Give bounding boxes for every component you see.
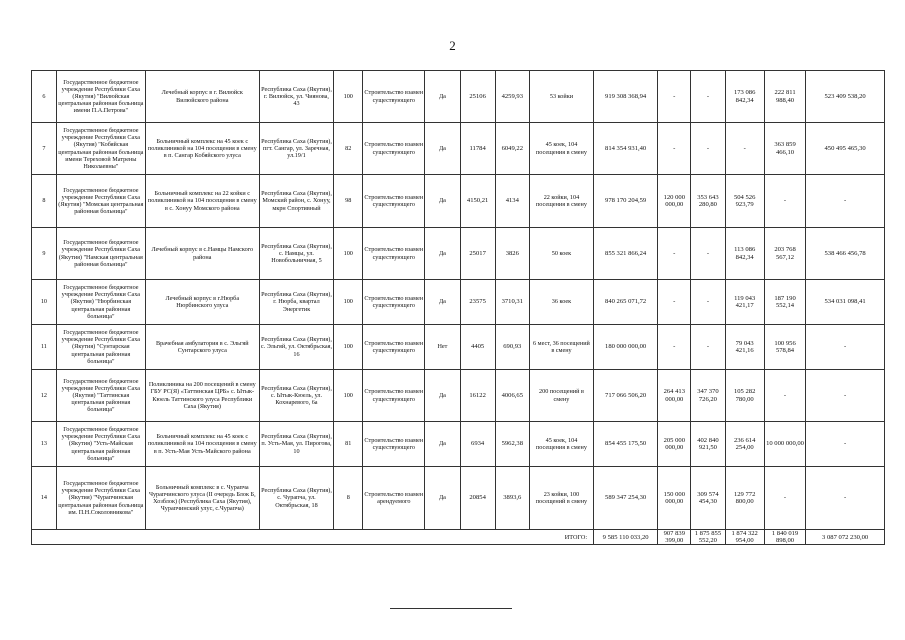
cell-c5: - <box>764 175 805 228</box>
cell-flag: Нет <box>425 325 460 370</box>
cell-area2: 3826 <box>495 228 529 280</box>
cell-area: 20854 <box>460 467 495 530</box>
table-row <box>32 370 885 422</box>
cell-c3: - <box>691 325 725 370</box>
cell-c2: - <box>658 71 691 123</box>
table-row <box>32 325 885 370</box>
cell-flag: Да <box>425 467 460 530</box>
cell-pct: 100 <box>334 280 363 325</box>
cell-object: Больничный комплекс в с. Чурапча Чурапчинского улуса (II очередь Блок Б, Хозблок) (Республика Саха (Якутия), Чурапчинский улус, с.Чурапча) <box>145 467 259 530</box>
cell-c4: 113 086 842,34 <box>725 228 764 280</box>
cell-c3: 309 574 454,30 <box>691 467 725 530</box>
cell-area: 16122 <box>460 370 495 422</box>
table-row <box>32 467 885 530</box>
cell-address: Республика Саха (Якутия), п. Усть-Мая, ул. Пирогова, 10 <box>259 422 334 467</box>
cell-name: Государственное бюджетное учреждение Республики Саха (Якутия) "Намская центральная районная больница" <box>56 228 145 280</box>
cell-c1: 919 308 368,94 <box>594 71 658 123</box>
cell-object: Поликлиника на 200 посещений в смену ГБУ РС(Я) «Таттинская ЦРБ» с. Ытык-Кюель Таттинского улуса Республики Саха (Якутия) <box>145 370 259 422</box>
cell-object: Лечебный корпус в г. Вилюйск Вилюйского района <box>145 71 259 123</box>
cell-c1: 854 455 175,50 <box>594 422 658 467</box>
total-c5: 1 840 019 898,00 <box>764 530 805 545</box>
cell-c1: 855 321 866,24 <box>594 228 658 280</box>
cell-address: Республика Саха (Якутия), с. Чурапча, ул. Октябрьская, 18 <box>259 467 334 530</box>
cell-address: Республика Саха (Якутия), с. Эльгяй, ул. Октябрьская, 16 <box>259 325 334 370</box>
cell-name: Государственное бюджетное учреждение Республики Саха (Якутия) "Кобяйская центральная районная больница имени Тереховой Матрены Николаевны" <box>56 123 145 175</box>
cell-work: Строительство взамен существующего <box>363 422 425 467</box>
cell-c6: 523 409 538,20 <box>806 71 885 123</box>
cell-n: 12 <box>32 370 57 422</box>
cell-name: Государственное бюджетное учреждение Республики Саха (Якутия) "Вилюйская центральная районная больница имени П.А.Петрова" <box>56 71 145 123</box>
table-row <box>32 228 885 280</box>
cell-address: Республика Саха (Якутия), с. Намцы, ул. Новобольничная, 5 <box>259 228 334 280</box>
cell-c1: 978 170 204,59 <box>594 175 658 228</box>
cell-area2: 690,93 <box>495 325 529 370</box>
cell-flag: Да <box>425 228 460 280</box>
cell-capacity: 45 коек, 104 посещения в смену <box>529 422 593 467</box>
cell-work: Строительство взамен существующего <box>363 175 425 228</box>
cell-area: 23575 <box>460 280 495 325</box>
cell-capacity: 50 коек <box>529 228 593 280</box>
total-label: ИТОГО: <box>32 530 594 545</box>
cell-capacity: 200 посещений в смену <box>529 370 593 422</box>
cell-c2: 264 413 000,00 <box>658 370 691 422</box>
cell-area: 4405 <box>460 325 495 370</box>
cell-capacity: 6 мест, 36 посещений в смену <box>529 325 593 370</box>
cell-area2: 4006,65 <box>495 370 529 422</box>
cell-area2: 5962,38 <box>495 422 529 467</box>
cell-pct: 81 <box>334 422 363 467</box>
cell-c4: 173 086 842,34 <box>725 71 764 123</box>
page-number: 2 <box>449 38 456 53</box>
total-c3: 1 875 855 552,20 <box>691 530 725 545</box>
cell-c3: 353 643 280,80 <box>691 175 725 228</box>
cell-c5: - <box>764 467 805 530</box>
cell-n: 14 <box>32 467 57 530</box>
cell-name: Государственное бюджетное учреждение Республики Саха (Якутия) "Нюрбинская центральная районная больница" <box>56 280 145 325</box>
cell-c2: 150 000 000,00 <box>658 467 691 530</box>
cell-c3: 347 370 726,20 <box>691 370 725 422</box>
cell-name: Государственное бюджетное учреждение Республики Саха (Якутия) "Усть-Майская центральная районная больница" <box>56 422 145 467</box>
cell-n: 10 <box>32 280 57 325</box>
total-c2: 907 839 399,00 <box>658 530 691 545</box>
cell-object: Больничный комплекс на 22 койки с поликлиникой на 104 посещения в смену в с. Хонуу Момского района <box>145 175 259 228</box>
cell-flag: Да <box>425 280 460 325</box>
cell-n: 9 <box>32 228 57 280</box>
cell-c5: 363 859 466,10 <box>764 123 805 175</box>
cell-object: Больничный комплекс на 45 коек с поликлиникой на 104 посещения в смену в п. Сангар Кобяйского улуса <box>145 123 259 175</box>
cell-address: Республика Саха (Якутия), с. Ытык-Кюель, ул. Кохнаревого, 6а <box>259 370 334 422</box>
cell-work: Строительство взамен существующего <box>363 123 425 175</box>
cell-c3: - <box>691 280 725 325</box>
cell-c2: - <box>658 325 691 370</box>
cell-n: 6 <box>32 71 57 123</box>
cell-c6: - <box>806 175 885 228</box>
cell-object: Врачебная амбулатория в с. Эльгяй Сунтарского улуса <box>145 325 259 370</box>
cell-c4: 105 282 780,00 <box>725 370 764 422</box>
cell-c6: 538 466 456,78 <box>806 228 885 280</box>
cell-n: 13 <box>32 422 57 467</box>
cell-work: Строительство взамен существующего <box>363 370 425 422</box>
cell-c3: - <box>691 71 725 123</box>
cell-object: Больничный комплекс на 45 коек с поликлиникой на 104 посещения в смену в п. Усть-Мая Усть-Майского района <box>145 422 259 467</box>
cell-work: Строительство взамен арендуемого <box>363 467 425 530</box>
cell-area: 11784 <box>460 123 495 175</box>
cell-area2: 6049,22 <box>495 123 529 175</box>
cell-c4: 236 614 254,00 <box>725 422 764 467</box>
cell-name: Государственное бюджетное учреждение Республики Саха (Якутия) "Момская центральная районная больница" <box>56 175 145 228</box>
objects-table <box>31 70 885 545</box>
cell-c2: - <box>658 123 691 175</box>
cell-c4: - <box>725 123 764 175</box>
total-c1: 9 585 110 033,20 <box>594 530 658 545</box>
cell-capacity: 45 коек, 104 посещения в смену <box>529 123 593 175</box>
cell-n: 11 <box>32 325 57 370</box>
cell-c6: - <box>806 422 885 467</box>
cell-name: Государственное бюджетное учреждение Республики Саха (Якутия) "Сунтарская центральная районная больница" <box>56 325 145 370</box>
cell-pct: 100 <box>334 228 363 280</box>
total-c4: 1 874 322 954,00 <box>725 530 764 545</box>
cell-capacity: 23 койки, 100 посещений в смену <box>529 467 593 530</box>
cell-c4: 119 043 421,17 <box>725 280 764 325</box>
cell-address: Республика Саха (Якутия), Момский район, с. Хонуу, мкрн Спортивный <box>259 175 334 228</box>
cell-n: 8 <box>32 175 57 228</box>
cell-area2: 3893,6 <box>495 467 529 530</box>
table-row <box>32 422 885 467</box>
cell-c2: 205 000 000,00 <box>658 422 691 467</box>
cell-capacity: 22 койки, 104 посещения в смену <box>529 175 593 228</box>
cell-area2: 4134 <box>495 175 529 228</box>
cell-n: 7 <box>32 123 57 175</box>
cell-flag: Да <box>425 422 460 467</box>
cell-c5: 222 811 988,40 <box>764 71 805 123</box>
cell-pct: 82 <box>334 123 363 175</box>
cell-c5: - <box>764 370 805 422</box>
cell-c5: 203 768 567,12 <box>764 228 805 280</box>
cell-c3: 402 840 921,50 <box>691 422 725 467</box>
cell-capacity: 53 койки <box>529 71 593 123</box>
cell-pct: 100 <box>334 370 363 422</box>
cell-c1: 717 066 506,20 <box>594 370 658 422</box>
cell-c4: 504 526 923,79 <box>725 175 764 228</box>
cell-work: Строительство взамен существующего <box>363 280 425 325</box>
cell-flag: Да <box>425 71 460 123</box>
cell-pct: 8 <box>334 467 363 530</box>
cell-work: Строительство взамен существующего <box>363 71 425 123</box>
cell-c6: - <box>806 325 885 370</box>
cell-c5: 10 000 000,00 <box>764 422 805 467</box>
cell-area2: 4259,93 <box>495 71 529 123</box>
footer-rule <box>390 608 512 609</box>
cell-c1: 589 347 254,30 <box>594 467 658 530</box>
table-row <box>32 175 885 228</box>
cell-name: Государственное бюджетное учреждение Республики Саха (Якутия) "Чурапчинская центральная районная больница им. П.Н.Соколовникова" <box>56 467 145 530</box>
cell-c1: 180 000 000,00 <box>594 325 658 370</box>
cell-address: Республика Саха (Якутия), пгт. Сангар, ул. Заречная, ул.19/1 <box>259 123 334 175</box>
cell-flag: Да <box>425 175 460 228</box>
cell-area2: 3710,31 <box>495 280 529 325</box>
cell-c6: - <box>806 467 885 530</box>
cell-c4: 79 043 421,16 <box>725 325 764 370</box>
total-c6: 3 087 072 230,00 <box>806 530 885 545</box>
cell-object: Лечебный корпус в с.Намцы Намского района <box>145 228 259 280</box>
cell-address: Республика Саха (Якутия), г. Нюрба, квартал Энергетик <box>259 280 334 325</box>
table-row <box>32 71 885 123</box>
cell-c1: 840 265 071,72 <box>594 280 658 325</box>
table-row <box>32 123 885 175</box>
cell-flag: Да <box>425 123 460 175</box>
cell-area: 4150,21 <box>460 175 495 228</box>
cell-area: 25106 <box>460 71 495 123</box>
cell-c5: 187 190 552,14 <box>764 280 805 325</box>
cell-c4: 129 772 800,00 <box>725 467 764 530</box>
cell-c3: - <box>691 228 725 280</box>
cell-object: Лечебный корпус в г.Нюрба Нюрбинского улуса <box>145 280 259 325</box>
cell-capacity: 36 коек <box>529 280 593 325</box>
cell-flag: Да <box>425 370 460 422</box>
cell-pct: 100 <box>334 325 363 370</box>
cell-c3: - <box>691 123 725 175</box>
cell-area: 25017 <box>460 228 495 280</box>
cell-c6: - <box>806 370 885 422</box>
cell-area: 6934 <box>460 422 495 467</box>
cell-c6: 534 031 098,41 <box>806 280 885 325</box>
cell-c6: 450 495 465,30 <box>806 123 885 175</box>
cell-c1: 814 354 931,40 <box>594 123 658 175</box>
cell-address: Республика Саха (Якутия), г. Вилюйск, ул. Чиянова, 43 <box>259 71 334 123</box>
cell-c2: 120 000 000,00 <box>658 175 691 228</box>
total-row <box>32 530 885 545</box>
cell-work: Строительство взамен существующего <box>363 228 425 280</box>
cell-work: Строительство взамен существующего <box>363 325 425 370</box>
cell-name: Государственное бюджетное учреждение Республики Саха (Якутия) "Таттинская центральная районная больница" <box>56 370 145 422</box>
cell-pct: 100 <box>334 71 363 123</box>
cell-c2: - <box>658 280 691 325</box>
cell-c2: - <box>658 228 691 280</box>
cell-c5: 100 956 578,84 <box>764 325 805 370</box>
cell-pct: 98 <box>334 175 363 228</box>
table-row <box>32 280 885 325</box>
